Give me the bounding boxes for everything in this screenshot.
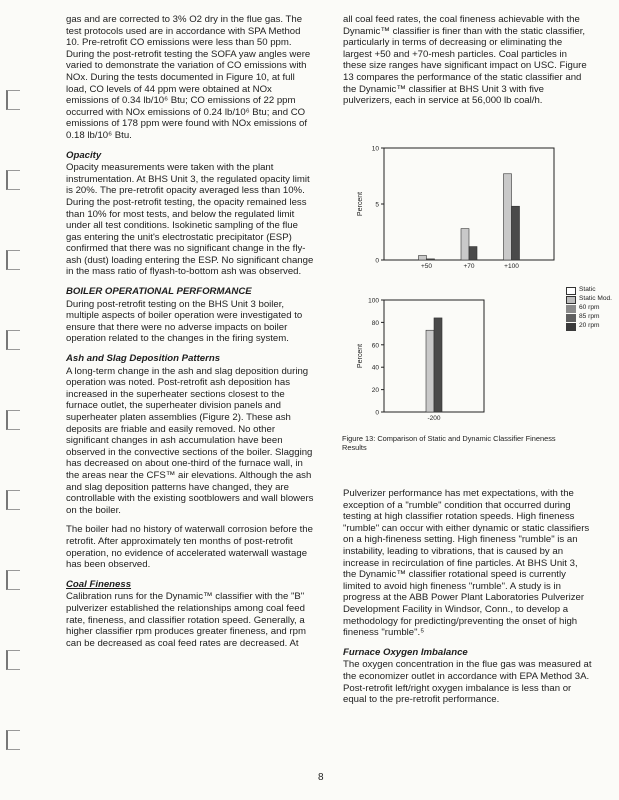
boiler-heading: BOILER OPERATIONAL PERFORMANCE [66,286,252,298]
legend-item [566,304,612,313]
y-tick-label: 0 [375,409,379,417]
y-axis-label: Percent [357,191,364,217]
fineness-chart-fine [352,294,562,430]
bar [419,256,427,260]
legend-label: 60 rpm [579,304,600,311]
x-tick-label: +70 [463,263,475,270]
right-column-top [343,14,593,115]
legend-label: Static [579,286,596,293]
binder-mark [6,170,20,190]
legend-item [566,295,612,304]
legend-swatch [566,314,576,322]
paragraph: Pulverizer performance has met expectations, with the exception of a "rumble" condition that occurred during testing at high classifier rotation speeds. High fineness "rumble" can occur with either dynamic or static classifiers on a high-fineness setting. High fineness "rumble" is an instability, leading to vibrations, that is caused by an increase in recirculation of fine particles. At BHS Unit 3, the Dynamic™ classifier rotational speed is currently limited to avoid high fineness "rumble". A study is in progress at the ABB Power Plant Laboratories Pulverizer Development Facility in Windsor, Conn., to develop a methodology for predicting/preventing the onset of high fineness "rumble".⁵ [343,488,590,639]
paragraph: During post-retrofit testing on the BHS Unit 3 boiler, multiple aspects of boiler operation were investigated to ensure that there were no adverse impacts on boiler operation related to the changes in the firing system. [66,298,303,345]
paragraph: Opacity measurements were taken with the plant instrumentation. At BHS Unit 3, the regulated opacity limit is 20%. The pre-retrofit opacity averaged less than 10%. During the post-retrofit testing, the opacity remained less than 10% for most tests, and below the regulated limit under all test conditions. Isokinetic sampling of the flue gas entering the unit's electrostatic precipitator (ESP) confirmed that there was no significant change in the fly-ash (dust) loading entering the ESP. No significant change in the mass ratio of flyash-to-bottom ash was observed. [66,162,314,278]
paragraph: A long-term change in the ash and slag deposition during operation was noted. Post-retrofit ash deposition has increased in the superheater sections closest to the furnace outlet, the superheater division panels and superheater platen assemblies (Figure 2). These ash deposits are friable and easily removed. No other significant changes in ash accumulation have been observed in the convective sections of the boiler. Slagging has decreased on about one-third of the furnace wall, in the areas near the CFS™ air elevations. Although the ash and slag deposition patterns have changed, they are controllable with the existing sootblowers and wall blowers on the boiler. [66,365,314,516]
binder-mark [6,90,20,110]
binder-mark [6,330,20,350]
legend-swatch [566,287,576,295]
ash-heading: Ash and Slag Deposition Patterns [66,353,221,365]
y-axis-label: Percent [357,343,364,369]
paragraph: The boiler had no history of waterwall corrosion before the retrofit. After approximately ten months of post-retrofit operation, no evidence of accelerated waterwall wastage has been observed. [66,524,313,571]
legend-swatch [566,305,576,313]
legend-item [566,313,612,322]
binder-mark [6,250,20,270]
paragraph: The oxygen concentration in the flue gas was measured at the economizer outlet in accordance with EPA Method 3A. Post-retrofit left/right oxygen imbalance is less than or equal to the pre-retrofit performance. [343,659,592,706]
y-tick-label: 0 [375,257,379,265]
legend-label: 85 rpm [579,313,600,320]
binder-mark [6,730,20,750]
y-tick-label: 80 [371,319,379,327]
binder-mark [6,650,20,670]
paragraph: Calibration runs for the Dynamic™ classifier with the "B" pulverizer established the relationships among coal feed rate, fineness, and classifier rotation speed. Generally, a higher classifier rpm produces greater fineness, and rpm can be decreased as coal feed rates are decreased. At [66,591,306,649]
y-tick-label: 100 [368,297,379,305]
bar [504,174,512,260]
fineness-chart-coarse [352,142,562,282]
legend-label: Static Mod. [579,295,612,302]
legend-item [566,322,612,331]
furnace-heading: Furnace Oxygen Imbalance [343,646,468,658]
figure-caption: Figure 13: Comparison of Static and Dynamic Classifier Fineness Results [342,434,556,452]
chart-svg [352,142,562,282]
chart-legend [566,286,612,331]
coal-heading: Coal Fineness [66,578,132,590]
bar [434,318,442,412]
left-column [66,14,316,657]
bar [469,247,477,260]
opacity-heading: Opacity [66,149,102,161]
y-tick-label: 60 [371,342,379,350]
page-number: 8 [318,772,324,783]
paragraph: all coal feed rates, the coal fineness achievable with the Dynamic™ classifier is finer than with the static classifier, particularly in terms of decreasing or eliminating the largest +50 and +70-mesh particles. Coal particles in these size ranges have significant impact on USC. Figure 13 compares the performance of the static classifier and the Dynamic™ classifier at BHS Unit 3 with five pulverizers, each in service at 56,000 lb coal/h. [343,14,587,107]
x-tick-label: +100 [504,263,519,270]
y-tick-label: 5 [375,201,379,209]
bar [426,330,434,412]
x-tick-label: -200 [427,415,441,422]
x-tick-label: +50 [420,263,433,270]
legend-swatch [566,323,576,331]
binder-mark [6,410,20,430]
binder-mark [6,490,20,510]
legend-item [566,286,612,295]
chart-svg [352,294,562,430]
paragraph: gas and are corrected to 3% O2 dry in the flue gas. The test protocols used are in accordance with SPA Method 10. Pre-retrofit CO emissions were less than 50 ppm. During the post-retrofit testing the SOFA yaw angles were varied to demonstrate the variation of CO emissions with NOx. During the tests documented in Figure 10, at full load, CO levels of 44 ppm were obtained at NOx emissions of 0.34 lb/10⁶ Btu; CO emissions of 22 ppm occurred with NOx emissions of 0.24 lb/10⁶ Btu; and CO emissions of 178 ppm were found with NOx emissions of 0.18 lb/10⁶ Btu. [66,14,311,141]
y-tick-label: 10 [371,145,379,153]
y-tick-label: 40 [371,364,379,372]
right-column-bottom [343,488,593,714]
bar [512,206,520,260]
binder-mark [6,570,20,590]
legend-swatch [566,296,576,304]
bar [427,259,435,260]
y-tick-label: 20 [371,387,379,395]
bar [461,229,469,260]
legend-label: 20 rpm [579,322,600,329]
